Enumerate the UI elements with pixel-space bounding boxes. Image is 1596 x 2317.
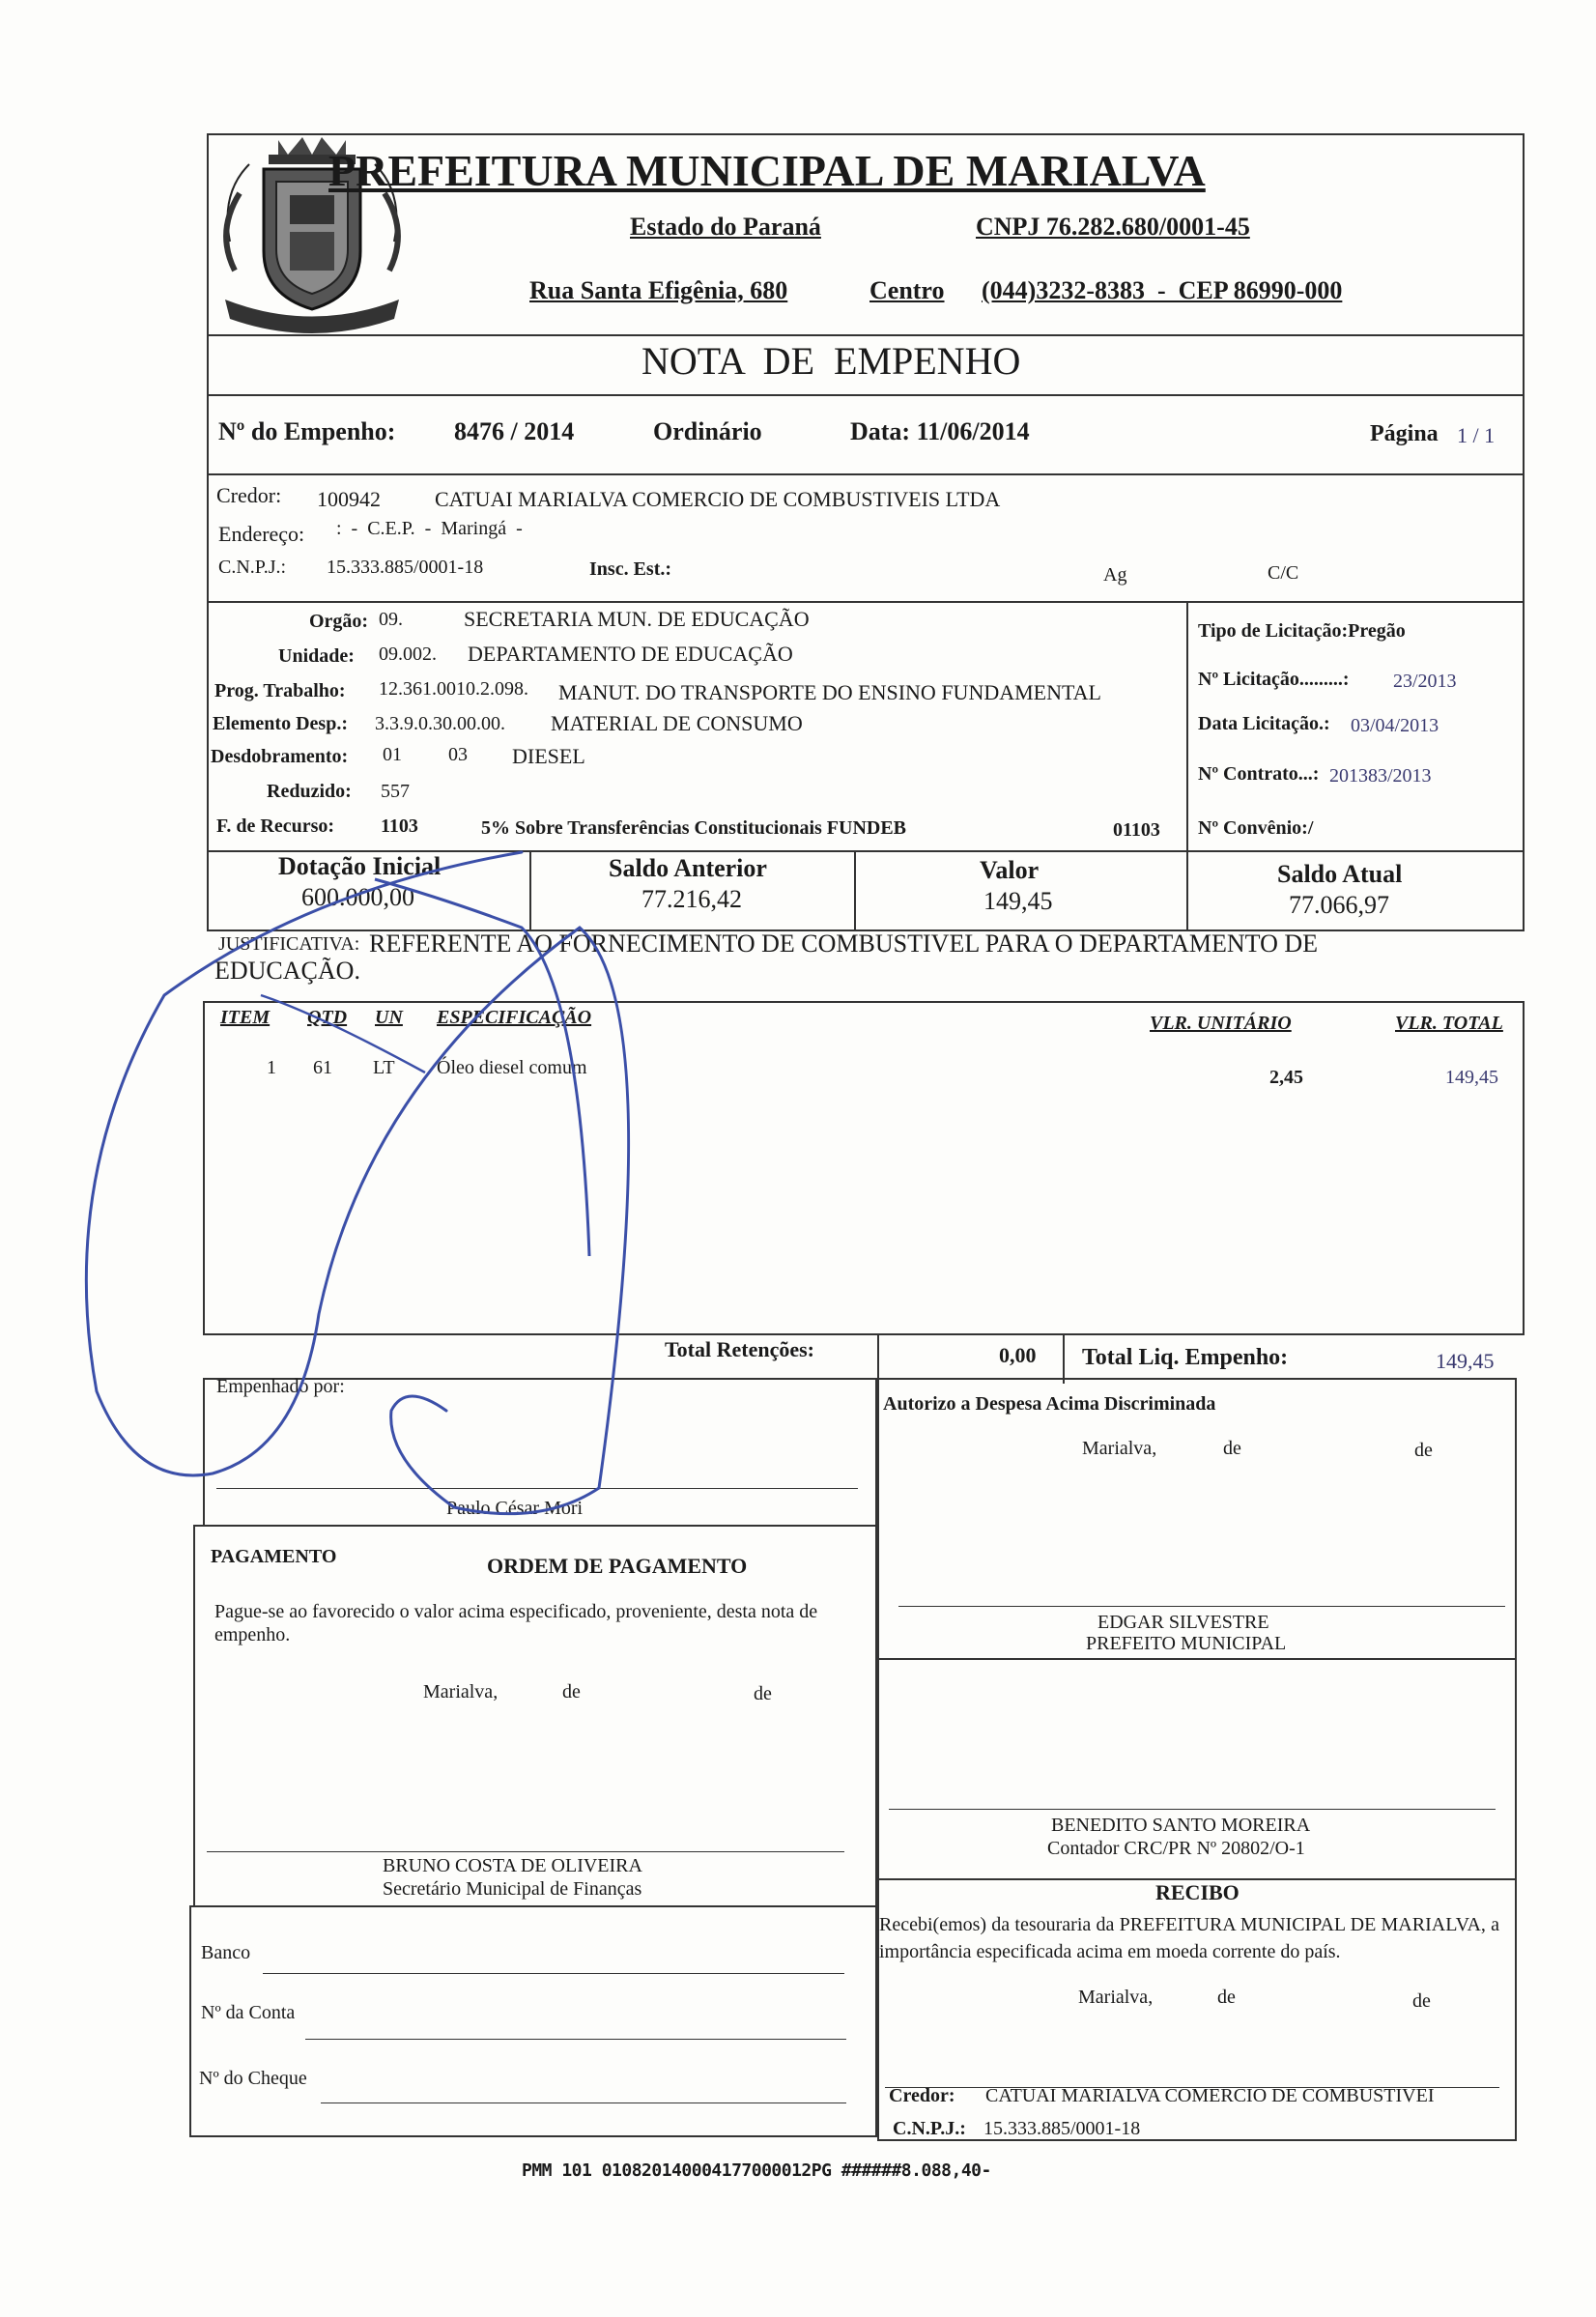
reduzido-label: Reduzido: [267, 781, 352, 802]
footer-code: PMM 101 010820140004177000012PG ######8.088,40- [522, 2160, 991, 2181]
licitacao-data-value: 03/04/2013 [1351, 715, 1439, 736]
reduzido-value: 557 [381, 781, 410, 802]
orgao-name: SECRETARIA MUN. DE EDUCAÇÃO [464, 607, 810, 631]
contrato-value: 201383/2013 [1329, 765, 1432, 787]
fonte-code: 1103 [381, 815, 418, 837]
fonte-label: F. de Recurso: [216, 815, 335, 837]
valor-label: Valor [980, 856, 1040, 884]
credor-name: CATUAI MARIALVA COMERCIO DE COMBUSTIVEIS LTDA [435, 487, 1001, 511]
row-spec: Óleo diesel comum [437, 1057, 587, 1078]
header-district: Centro [869, 276, 945, 304]
recibo-de1: de [1217, 1987, 1236, 2008]
empenho-date: Data: 11/06/2014 [850, 417, 1030, 445]
desd-label: Desdobramento: [211, 746, 349, 767]
dotacao-inicial-value: 600.000,00 [301, 883, 414, 911]
col-spec-header: ESPECIFICAÇÃO [437, 1007, 592, 1028]
recibo-cnpj-value: 15.333.885/0001-18 [983, 2118, 1141, 2139]
total-retencoes-label: Total Retenções: [665, 1337, 814, 1361]
valor-value: 149,45 [983, 887, 1053, 915]
convenio: Nº Convênio:/ [1198, 817, 1314, 839]
credor-code: 100942 [317, 487, 381, 511]
recibo-credor-value: CATUAI MARIALVA COMERCIO DE COMBUSTIVEI [985, 2085, 1435, 2106]
recibo-place: Marialva, [1078, 1987, 1154, 2008]
secretario-title: Secretário Municipal de Finanças [383, 1878, 642, 1900]
pagamento-place: Marialva, [423, 1681, 499, 1702]
tipo-licitacao: Tipo de Licitação:Pregão [1198, 620, 1406, 642]
recibo-de2: de [1412, 1990, 1431, 2012]
secretario-name: BRUNO COSTA DE OLIVEIRA [383, 1855, 642, 1876]
row-unit: 2,45 [1269, 1067, 1303, 1088]
justificativa-text-1: REFERENTE AO FORNECIMENTO DE COMBUSTIVEL PARA O DEPARTAMENTO DE [369, 930, 1319, 958]
prefeito-name: EDGAR SILVESTRE [1097, 1612, 1269, 1633]
col-unit-header: VLR. UNITÁRIO [1150, 1013, 1292, 1034]
row-un: LT [373, 1057, 395, 1078]
contrato-label: Nº Contrato...: [1198, 763, 1320, 785]
pagamento-de1: de [562, 1681, 581, 1702]
header-state: Estado do Paraná [630, 213, 821, 241]
autorizo-place: Marialva, [1082, 1438, 1157, 1459]
saldo-anterior-value: 77.216,42 [641, 885, 742, 913]
header-address: Rua Santa Efigênia, 680 [529, 276, 788, 304]
col-qtd-header: QTD [307, 1007, 348, 1028]
unidade-label: Unidade: [278, 645, 355, 667]
prog-name: MANUT. DO TRANSPORTE DO ENSINO FUNDAMENTAL [558, 680, 1101, 704]
empenho-num-label: Nº do Empenho: [218, 417, 396, 445]
banco-label: Banco [201, 1942, 251, 1963]
page-label: Página [1370, 421, 1439, 446]
justificativa-label: JUSTIFICATIVA: [218, 933, 360, 955]
total-liq-label: Total Liq. Empenho: [1082, 1345, 1289, 1370]
autorizo-label: Autorizo a Despesa Acima Discriminada [883, 1393, 1216, 1415]
licitacao-num-value: 23/2013 [1393, 671, 1457, 692]
autorizo-de1: de [1223, 1438, 1241, 1459]
recibo-credor-label: Credor: [889, 2085, 955, 2106]
page-value: 1 / 1 [1457, 423, 1496, 447]
contador-title: Contador CRC/PR Nº 20802/O-1 [1047, 1838, 1305, 1859]
col-total-header: VLR. TOTAL [1395, 1013, 1503, 1034]
endereco-label: Endereço: [218, 522, 305, 546]
recibo-cnpj-label: C.N.P.J.: [893, 2118, 966, 2139]
endereco-value: : - C.E.P. - Maringá - [336, 518, 523, 539]
row-qtd: 61 [313, 1057, 332, 1078]
recibo-title: RECIBO [1155, 1880, 1240, 1904]
dotacao-inicial-label: Dotação Inicial [278, 852, 442, 880]
desd-b: 03 [448, 744, 468, 765]
cc-label: C/C [1268, 562, 1299, 584]
col-item-header: ITEM [220, 1007, 271, 1028]
pagamento-label: PAGAMENTO [211, 1546, 337, 1567]
insc-label: Insc. Est.: [589, 558, 672, 580]
fonte-desc: 5% Sobre Transferências Constitucionais FUNDEB [481, 817, 907, 839]
elem-name: MATERIAL DE CONSUMO [551, 711, 803, 735]
header-title: PREFEITURA MUNICIPAL DE MARIALVA [328, 146, 1206, 195]
conta-label: Nº da Conta [201, 2002, 296, 2023]
orgao-code: 09. [379, 609, 403, 630]
row-item: 1 [267, 1057, 276, 1078]
pagamento-text: Pague-se ao favorecido o valor acima especificado, proveniente, desta nota de empenho. [214, 1601, 818, 1645]
credor-cnpj-value: 15.333.885/0001-18 [327, 557, 484, 578]
recibo-text: Recebi(emos) da tesouraria da PREFEITURA MUNICIPAL DE MARIALVA, a importância especificada acima em moeda corrente do país. [879, 1914, 1499, 1962]
prog-code: 12.361.0010.2.098. [379, 678, 528, 700]
empenho-type: Ordinário [653, 417, 762, 445]
total-liq-value: 149,45 [1436, 1349, 1495, 1373]
col-un-header: UN [375, 1007, 403, 1028]
unidade-name: DEPARTAMENTO DE EDUCAÇÃO [468, 642, 793, 666]
licitacao-data-label: Data Licitação.: [1198, 713, 1330, 734]
justificativa-text-2: EDUCAÇÃO. [214, 957, 360, 985]
unidade-code: 09.002. [379, 644, 437, 665]
contador-name: BENEDITO SANTO MOREIRA [1051, 1815, 1311, 1836]
header-phone-cep: (044)3232-8383 - CEP 86990-000 [982, 276, 1343, 304]
pagamento-de2: de [754, 1683, 772, 1704]
fonte-num: 01103 [1113, 819, 1160, 841]
row-total: 149,45 [1445, 1067, 1498, 1088]
header-cnpj: CNPJ 76.282.680/0001-45 [976, 213, 1250, 241]
desd-a: 01 [383, 744, 402, 765]
ordem-pagamento: ORDEM DE PAGAMENTO [487, 1554, 748, 1578]
saldo-anterior-label: Saldo Anterior [609, 854, 767, 882]
ag-label: Ag [1103, 564, 1127, 586]
empenhado-label: Empenhado por: [216, 1376, 345, 1397]
cheque-label: Nº do Cheque [199, 2068, 307, 2089]
saldo-atual-label: Saldo Atual [1277, 860, 1403, 888]
prog-label: Prog. Trabalho: [214, 680, 346, 701]
pagamento-box [193, 1525, 877, 1907]
empenho-num-value: 8476 / 2014 [454, 417, 575, 445]
total-retencoes-value: 0,00 [999, 1343, 1037, 1367]
licitacao-num-label: Nº Licitação.........: [1198, 669, 1350, 690]
orgao-label: Orgão: [309, 611, 369, 632]
document-title: NOTA DE EMPENHO [641, 339, 1021, 383]
autorizo-de2: de [1414, 1440, 1433, 1461]
credor-cnpj-label: C.N.P.J.: [218, 557, 287, 578]
credor-label: Credor: [216, 483, 282, 507]
prefeito-title: PREFEITO MUNICIPAL [1086, 1633, 1287, 1654]
empenhado-name: Paulo César Mori [446, 1498, 584, 1519]
items-box [203, 1001, 1525, 1335]
desd-name: DIESEL [512, 744, 585, 768]
saldo-atual-value: 77.066,97 [1289, 891, 1389, 919]
elem-label: Elemento Desp.: [213, 713, 348, 734]
elem-code: 3.3.9.0.30.00.00. [375, 713, 505, 734]
